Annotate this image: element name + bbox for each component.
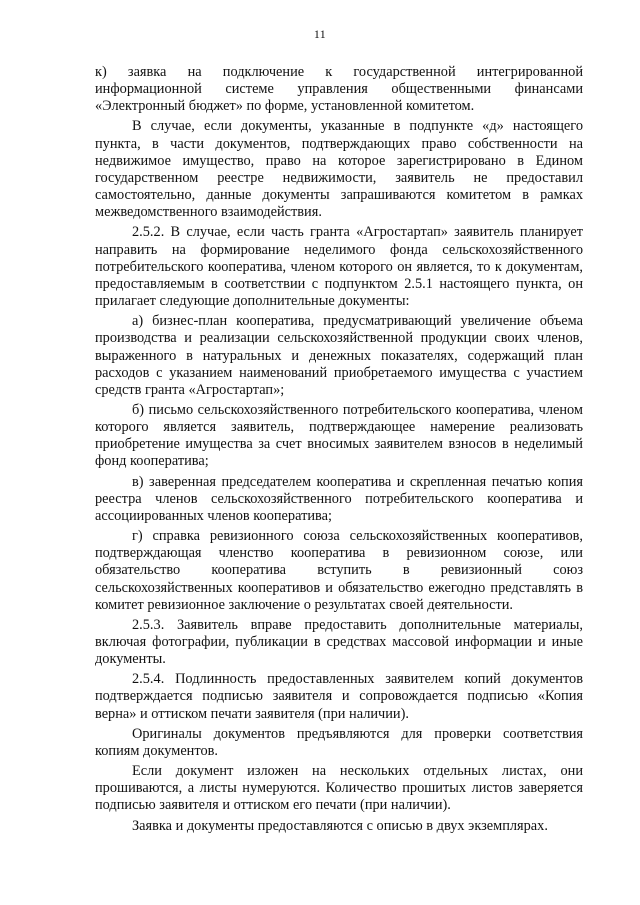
page-number: 11 [313, 27, 327, 41]
paragraph-2-5-3: 2.5.3. Заявитель вправе предоставить дополнительные материалы, включая фотографии, публикации в средствах массовой информации и иные документы. [95, 616, 583, 668]
paragraph-missing-documents: В случае, если документы, указанные в подпункте «д» настоящего пункта, в части документов, подтверждающих право собственности на недвижимое имущество, право на которое зарегистрировано в Едином государственном реестре недвижимости, заявитель не предоставил самостоятельно, данные документы запрашиваются комитетом в рамках межведомственного взаимодействия. [95, 118, 583, 221]
paragraph-inventory: Заявка и документы предоставляются с описью в двух экземплярах. [132, 817, 548, 834]
paragraph-subitem-a: а) бизнес-план кооператива, предусматривающий увеличение объема производства и реализации сельскохозяйственной продукции своих членов, выраженного в натуральных и денежных показателях, содержащий план расходов с указанием наименований приобретаемого имущества с участием средств гранта «Агростартап»; [95, 313, 583, 398]
paragraph-2-5-2: 2.5.2. В случае, если часть гранта «Агростартап» заявитель планирует направить на формирование неделимого фонда сельскохозяйственного потребительского кооператива, членом которого он является, то к документам, предоставляемым в соответствии с подпунктом 2.5.1 настоящего пункта, он прилагает следующие дополнительные документы: [95, 224, 583, 310]
paragraph-subitem-b: б) письмо сельскохозяйственного потребительского кооператива, членом которого является заявитель, подтверждающее намерение реализовать приобретение имущества за счет вносимых заявителем взносов в неделимый фонд кооператива; [95, 401, 583, 470]
paragraph-subitem-k: к) заявка на подключение к государственной интегрированной информационной системе управления общественными финансами «Электронный бюджет» по форме, установленной комитетом. [95, 64, 583, 115]
paragraph-originals: Оригиналы документов предъявляются для проверки соответствия копиям документов. [95, 725, 583, 759]
paragraph-subitem-g: г) справка ревизионного союза сельскохозяйственных кооперативов, подтверждающая членство кооператива в ревизионном союзе, или обязательство кооператива вступить в ревизионный союз сельскохозяйственных кооперативов и обязательство ежегодно представлять в комитет ревизионное заключение о результатах своей деятельности. [95, 528, 583, 613]
paragraph-2-5-4: 2.5.4. Подлинность предоставленных заявителем копий документов подтверждается подписью заявителя и сопровождается подписью «Копия верна» и оттиском печати заявителя (при наличии). [95, 671, 583, 722]
paragraph-subitem-v: в) заверенная председателем кооператива и скрепленная печатью копия реестра членов сельскохозяйственного потребительского кооператива и ассоциированных членов кооператива; [95, 473, 583, 524]
document-body [95, 64, 583, 838]
paragraph-multi-sheet: Если документ изложен на нескольких отдельных листах, они прошиваются, а листы нумеруются. Количество прошитых листов заверяется подписью заявителя и оттиском его печати (при наличии). [95, 763, 583, 814]
